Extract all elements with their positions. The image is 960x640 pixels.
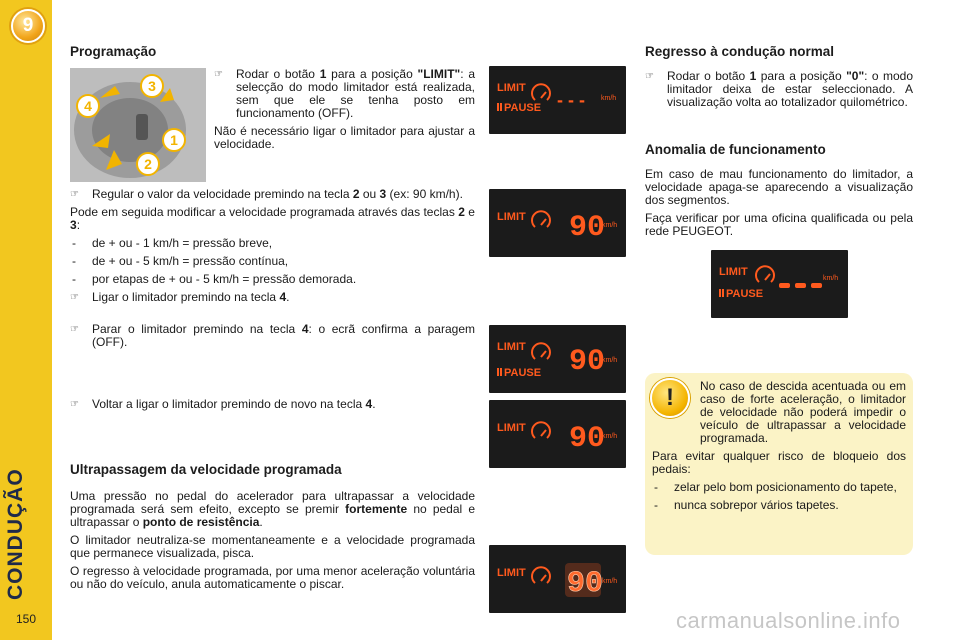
hand-pointer-icon: ☞ <box>70 324 79 335</box>
display-limit-label: LIMIT <box>497 422 526 434</box>
bullet-normal-driving: ☞ Rodar o botão 1 para a posição "0": o modo limitador deixa de estar seleccionado. A visualização volta ao totalizador quilométrico. <box>645 69 914 109</box>
display-limit-label: LIMIT <box>719 266 748 278</box>
hand-pointer-icon: ☞ <box>70 292 79 303</box>
fault-segment <box>811 283 822 288</box>
anomalia-title: Anomalia de funcionamento <box>645 142 826 157</box>
bullet-stop-limiter: ☞ Parar o limitador premindo na tecla 4: o ecrã confirma a paragem (OFF). <box>70 322 475 349</box>
programacao-stop <box>70 323 475 354</box>
anomalia-text <box>645 168 913 243</box>
bullet-start-limiter: ☞ Ligar o limitador premindo na tecla 4. <box>70 290 290 304</box>
warning-dash-item: - zelar pelo bom posicionamento do tapete, <box>654 480 897 494</box>
hand-pointer-icon: ☞ <box>645 71 654 82</box>
display-limit-90 <box>489 189 626 257</box>
display-limit-label: LIMIT <box>497 82 526 94</box>
display-limit-pause-90 <box>489 325 626 393</box>
ultrapassagem-text <box>70 490 475 596</box>
chapter-number-badge: 9 <box>11 9 45 43</box>
display-speed: 90 <box>569 345 606 379</box>
dash-item: - de + ou - 1 km/h = pressão breve, <box>72 236 273 250</box>
watermark: carmanualsonline.info <box>676 608 901 633</box>
fault-segment <box>779 283 790 288</box>
display-speed: 90 <box>569 422 606 456</box>
display-pause-label: PAUSE <box>726 288 764 300</box>
display-speed: 90 <box>567 567 604 601</box>
programacao-steps <box>70 188 475 309</box>
dash-item: - por etapas de + ou - 5 km/h = pressão demorada. <box>72 272 357 286</box>
photo-label-4: 4 <box>84 98 92 114</box>
chapter-title <box>4 556 28 600</box>
programacao-restart <box>70 398 475 416</box>
display-unit: km/h <box>602 578 618 585</box>
bullet-set-speed: ☞ Regular o valor da velocidade premindo na tecla 2 ou 3 (ex: 90 km/h). <box>70 187 463 201</box>
page-number: 150 <box>15 612 37 626</box>
display-limit-label: LIMIT <box>497 211 526 223</box>
anomalia-p2: Faça verificar por uma oficina qualificada ou pela rede PEUGEOT. <box>645 211 913 238</box>
ultrapassagem-title: Ultrapassagem da velocidade programada <box>70 462 342 477</box>
regresso-text <box>645 70 913 114</box>
hand-pointer-icon: ☞ <box>70 189 79 200</box>
regresso-title: Regresso à condução normal <box>645 44 835 59</box>
display-limit-label: LIMIT <box>497 567 526 579</box>
warning-exclamation-icon: ! <box>650 378 690 418</box>
warning-text <box>652 380 906 517</box>
programacao-title: Programação <box>70 44 157 59</box>
display-limit-90-restarted <box>489 400 626 468</box>
display-unit: km/h <box>601 95 617 102</box>
anomalia-p1: Em caso de mau funcionamento do limitador, a velocidade apaga-se aparecendo a visualização dos segmentos. <box>645 167 913 207</box>
photo-label-3: 3 <box>148 78 156 94</box>
display-speed: 90 <box>569 211 606 245</box>
display-pause-label: PAUSE <box>504 367 542 379</box>
photo-label-1: 1 <box>170 132 178 148</box>
photo-label-2: 2 <box>144 156 152 172</box>
display-unit: km/h <box>823 275 839 282</box>
ultrapassagem-p3: O regresso à velocidade programada, por uma menor aceleração voluntária ou não do veículo, anula automaticamente o piscar. <box>70 564 475 591</box>
display-pause-label: PAUSE <box>504 102 542 114</box>
warning-p2: Para evitar qualquer risco de bloqueio dos pedais: <box>652 449 906 476</box>
programacao-intro <box>214 68 475 156</box>
ultrapassagem-p2: O limitador neutraliza-se momentaneamente e a velocidade programada que permanece visualizada, pisca. <box>70 533 475 560</box>
display-unit: km/h <box>602 357 618 364</box>
bullet-select-limit: ☞ Rodar o botão 1 para a posição "LIMIT": a selecção do modo limitador está realizada, sem que ele se tenha posto em funcionamento (OFF). <box>214 67 476 120</box>
display-limit-90-blinking <box>489 545 626 613</box>
dash-item: - de + ou - 5 km/h = pressão contínua, <box>72 254 289 268</box>
display-limit-label: LIMIT <box>497 341 526 353</box>
limiter-control-illustration <box>70 68 206 182</box>
ultrapassagem-p1: Uma pressão no pedal do acelerador para ultrapassar a velocidade programada será sem efeito, excepto se premir fortemente no pedal e ultrapassar o ponto de resistência. <box>70 489 475 529</box>
display-fault-segments <box>711 250 848 318</box>
bullet-restart-limiter: ☞ Voltar a ligar o limitador premindo de novo na tecla 4. <box>70 397 376 411</box>
warning-dash-item: - nunca sobrepor vários tapetes. <box>654 498 839 512</box>
fault-segment <box>795 283 806 288</box>
warning-p1: No caso de descida acentuada ou em caso de forte aceleração, o limitador de velocidade não poderá impedir o veículo de ultrapassar a velocidade programada. <box>700 379 906 445</box>
steering-control-photo <box>70 68 206 182</box>
display-unit: km/h <box>602 222 618 229</box>
modify-speed-text: Pode em seguida modificar a velocidade programada através das teclas 2 e 3: <box>70 205 475 232</box>
display-unit: km/h <box>602 433 618 440</box>
hand-pointer-icon: ☞ <box>214 69 223 80</box>
display-dashes: - - - <box>557 90 585 110</box>
hand-pointer-icon: ☞ <box>70 399 79 410</box>
programacao-note: Não é necessário ligar o limitador para ajustar a velocidade. <box>214 124 475 151</box>
display-limit-pause-dashes <box>489 66 626 134</box>
